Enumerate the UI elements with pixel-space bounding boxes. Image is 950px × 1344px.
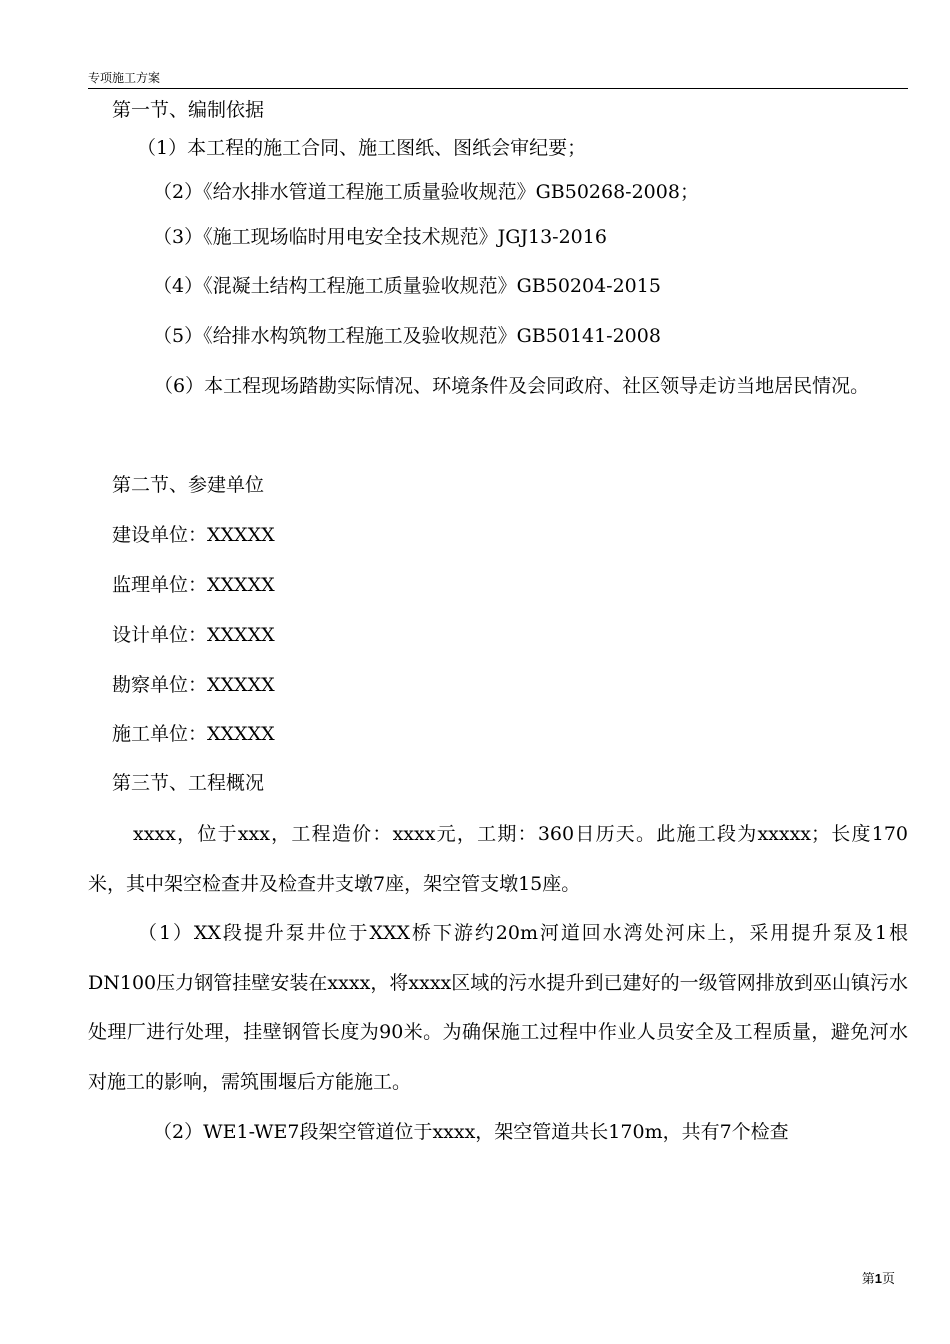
basis-item-6: （6）本工程现场踏勘实际情况、环境条件及会同政府、社区领导走访当地居民情况。 <box>154 375 870 397</box>
unit-construction: 建设单位：XXXXX <box>112 524 275 546</box>
section-heading-3: 第三节、工程概况 <box>112 772 265 794</box>
page-number-value: 1 <box>874 1271 882 1286</box>
basis-item-2: （2）《给水排水管道工程施工质量验收规范》GB50268-2008； <box>153 181 699 203</box>
unit-design: 设计单位：XXXXX <box>112 624 275 646</box>
page-number <box>862 1271 895 1288</box>
unit-survey: 勘察单位：XXXXX <box>112 674 275 696</box>
section-heading-2: 第二节、参建单位 <box>112 474 265 496</box>
header-title: 专项施工方案 <box>88 71 161 85</box>
page-number-prefix: 第 <box>861 1272 875 1287</box>
section-heading-1: 第一节、编制依据 <box>112 99 265 121</box>
overview-paragraph: xxxx，位于xxx，工程造价：xxxx元，工期：360日历天。此施工段为xxxxx；长度170米，其中架空检查井及检查井支墩7座，架空管支墩15座。 <box>88 823 908 895</box>
page-header <box>88 70 908 89</box>
unit-supervision: 监理单位：XXXXX <box>112 574 275 596</box>
basis-item-4: （4）《混凝土结构工程施工质量验收规范》GB50204-2015 <box>153 275 661 297</box>
aerial-pipe-paragraph: （2）WE1-WE7段架空管道位于xxxx，架空管道共长170m，共有7个检查 <box>153 1121 789 1143</box>
basis-item-1: （1）本工程的施工合同、施工图纸、图纸会审纪要； <box>137 137 587 159</box>
basis-item-3: （3）《施工现场临时用电安全技术规范》JGJ13-2016 <box>153 226 607 248</box>
unit-builder: 施工单位：XXXXX <box>112 723 275 745</box>
page-number-suffix: 页 <box>881 1272 895 1287</box>
basis-item-5: （5）《给排水构筑物工程施工及验收规范》GB50141-2008 <box>153 325 661 347</box>
pump-well-paragraph: （1）XX段提升泵井位于XXX桥下游约20m河道回水湾处河床上，采用提升泵及1根DN100压力钢管挂壁安装在xxxx，将xxxx区域的污水提升到已建好的一级管网排放到巫山镇污水处理厂进行处理，挂壁钢管长度为90米。为确保施工过程中作业人员安全及工程质量，避免河水对施工的影响，需筑围堰后方能施工。 <box>88 922 908 1093</box>
